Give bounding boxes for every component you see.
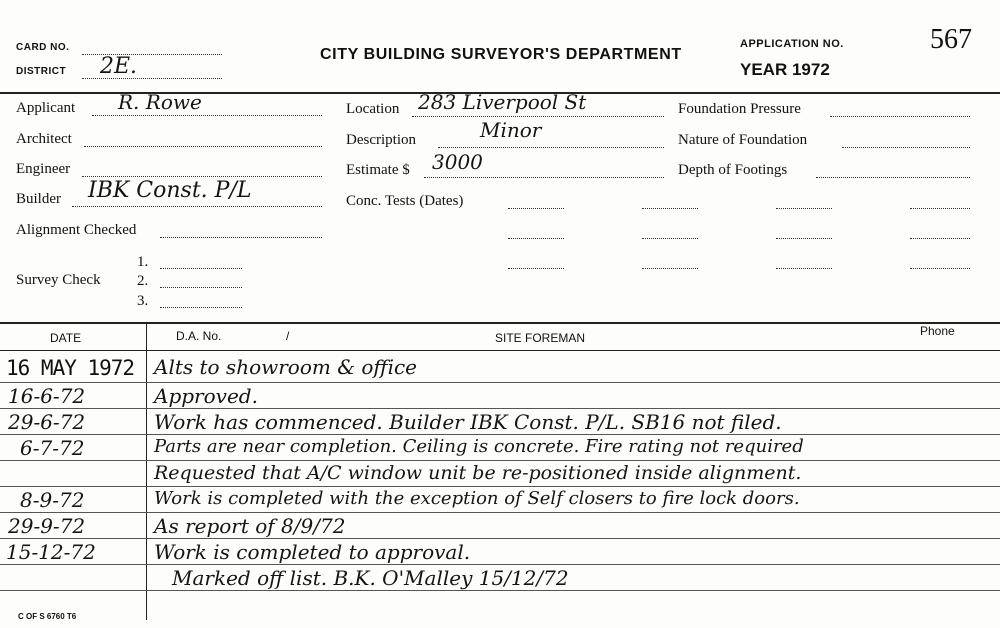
conc-line-2c	[776, 238, 832, 239]
log-date: 6-7-72	[20, 436, 85, 460]
log-date: 8-9-72	[20, 488, 85, 512]
engineer-label: Engineer	[16, 161, 71, 177]
estimate-label: Estimate $	[346, 162, 410, 178]
conc-line-1b	[642, 208, 698, 209]
applicant-label: Applicant	[16, 100, 76, 116]
builder-line	[72, 206, 322, 207]
form-code: C OF S 6760 T6	[18, 612, 77, 621]
conc-line-3c	[776, 268, 832, 269]
estimate-line	[424, 177, 664, 178]
ruled-line	[0, 590, 1000, 591]
application-no-value: 567	[930, 24, 972, 55]
architect-line	[84, 146, 322, 147]
ruled-line	[0, 382, 1000, 383]
log-date: 16 MAY 1972	[6, 356, 135, 380]
architect-label: Architect	[16, 131, 72, 147]
nature-foundation-line	[842, 147, 970, 148]
survey-1-label: 1.	[137, 254, 149, 270]
applicant-line	[92, 115, 322, 116]
engineer-line	[82, 176, 322, 177]
conc-line-2b	[642, 238, 698, 239]
location-value: 283 Liverpool St	[418, 90, 587, 114]
conc-line-1a	[508, 208, 564, 209]
ruled-line	[0, 434, 1000, 435]
ruled-line	[0, 408, 1000, 409]
log-top-border	[0, 322, 1000, 324]
ruled-line	[0, 460, 1000, 461]
alignment-label: Alignment Checked	[16, 222, 137, 238]
log-date: 16-6-72	[8, 384, 86, 408]
alignment-line	[160, 237, 322, 238]
log-date: 29-9-72	[8, 514, 86, 538]
foundation-pressure-line	[830, 116, 970, 117]
date-header: DATE	[50, 331, 82, 345]
conc-line-1c	[776, 208, 832, 209]
applicant-value: R. Rowe	[118, 90, 202, 114]
phone-header: Phone	[920, 324, 955, 338]
depth-footings-line	[816, 177, 970, 178]
description-line	[438, 147, 664, 148]
survey-1-line	[160, 268, 242, 269]
year-label: YEAR 1972	[740, 60, 830, 79]
ruled-line	[0, 486, 1000, 487]
conc-line-1d	[910, 208, 970, 209]
log-entry: As report of 8/9/72	[154, 514, 346, 538]
location-line	[412, 116, 664, 117]
survey-label: Survey Check	[16, 272, 101, 288]
description-value: Minor	[480, 118, 542, 142]
estimate-value: 3000	[432, 150, 483, 174]
ruled-line	[0, 512, 1000, 513]
builder-label: Builder	[16, 191, 61, 207]
log-header-border	[0, 350, 1000, 351]
date-column-separator	[146, 322, 147, 620]
conc-line-3d	[910, 268, 970, 269]
ruled-line	[0, 564, 1000, 565]
log-entry: Work is completed to approval.	[154, 540, 471, 564]
log-entry: Marked off list. B.K. O'Malley 15/12/72	[172, 566, 569, 590]
nature-foundation-label: Nature of Foundation	[678, 132, 808, 148]
log-entry: Work is completed with the exception of Self closers to fire lock doors.	[154, 488, 800, 509]
log-entry: Parts are near completion. Ceiling is concrete. Fire rating not required	[154, 436, 804, 457]
log-entry: Requested that A/C window unit be re-positioned inside alignment.	[154, 462, 802, 484]
application-no-label: APPLICATION NO.	[740, 38, 844, 50]
card-no-label: CARD NO.	[16, 42, 70, 53]
description-label: Description	[346, 132, 416, 148]
builder-value: IBK Const. P/L	[88, 178, 252, 203]
log-date: 29-6-72	[8, 410, 86, 434]
foundation-pressure-label: Foundation Pressure	[678, 101, 801, 117]
survey-2-line	[160, 287, 242, 288]
location-label: Location	[346, 101, 400, 117]
log-date: 15-12-72	[6, 540, 96, 564]
district-label: DISTRICT	[16, 66, 67, 77]
district-value: 2E.	[100, 54, 138, 79]
conc-line-3a	[508, 268, 564, 269]
depth-footings-label: Depth of Footings	[678, 162, 788, 178]
survey-3-label: 3.	[137, 293, 149, 309]
log-entry: Work has commenced. Builder IBK Const. P/L. SB16 not filed.	[154, 410, 782, 434]
conc-line-3b	[642, 268, 698, 269]
ruled-line	[0, 538, 1000, 539]
page-title: CITY BUILDING SURVEYOR'S DEPARTMENT	[320, 46, 682, 63]
survey-2-label: 2.	[137, 273, 149, 289]
conc-tests-label: Conc. Tests (Dates)	[346, 193, 464, 209]
conc-line-2a	[508, 238, 564, 239]
site-foreman-header: SITE FOREMAN	[495, 331, 586, 345]
da-slash: /	[286, 329, 290, 343]
log-entry: Alts to showroom & office	[154, 355, 418, 379]
da-header: D.A. No.	[176, 329, 222, 343]
conc-line-2d	[910, 238, 970, 239]
survey-3-line	[160, 307, 242, 308]
log-entry: Approved.	[154, 384, 258, 408]
